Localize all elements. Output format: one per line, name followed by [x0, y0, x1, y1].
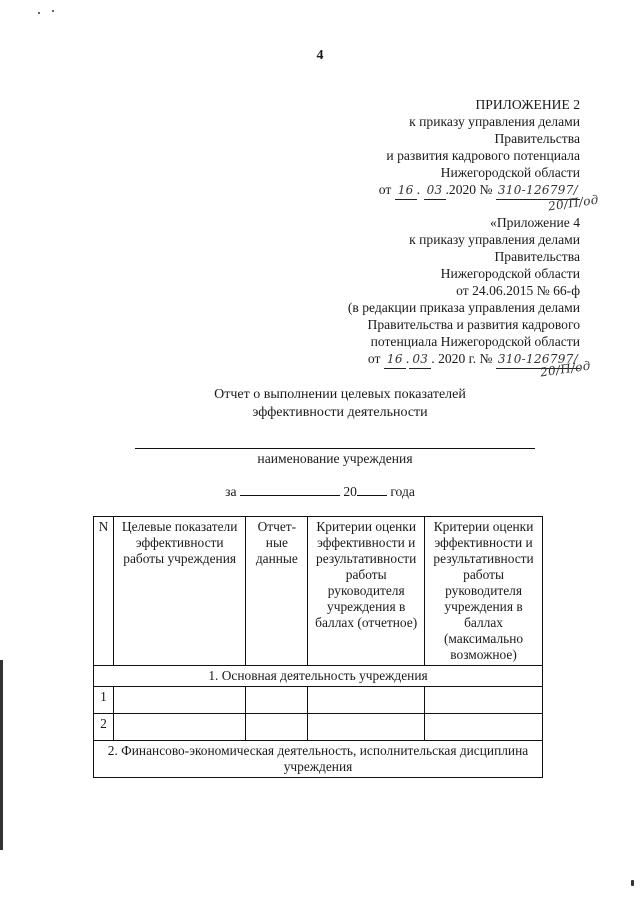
handwritten-number: 310-126797/ — [496, 351, 580, 369]
report-table — [93, 516, 543, 778]
appendix-line: Нижегородской области — [440, 165, 580, 180]
table-section-row — [94, 666, 543, 687]
row-number: 2 — [94, 714, 114, 741]
appendix-line: Правительства — [494, 131, 580, 146]
col-header-number: N — [94, 517, 114, 666]
handwritten-number-continuation: 20/П/од — [547, 192, 600, 214]
handwritten-number-continuation: 20/П/од — [539, 358, 592, 380]
handwritten-day: 16 — [384, 351, 406, 369]
quoted-appendix-line: от 24.06.2015 № 66-ф — [456, 283, 580, 298]
appendix-line: и развития кадрового потенциала — [386, 148, 580, 163]
table-cell — [425, 714, 543, 741]
table-row — [94, 687, 543, 714]
table-cell — [425, 687, 543, 714]
table-cell — [113, 687, 246, 714]
report-period: за 20 года — [225, 484, 415, 499]
quoted-appendix — [348, 214, 580, 369]
col-header-reported: Отчет-ные данные — [246, 517, 308, 666]
org-name-caption: наименование учреждения — [257, 451, 413, 466]
year-blank — [357, 483, 387, 496]
table-header-row — [94, 517, 543, 666]
quoted-appendix-line: Правительства и развития кадрового — [367, 317, 580, 332]
appendix-header — [379, 96, 580, 200]
table-cell — [308, 714, 425, 741]
scan-edge-shadow — [0, 660, 3, 850]
appendix-title: ПРИЛОЖЕНИЕ 2 — [475, 97, 580, 112]
quoted-appendix-line: (в редакции приказа управления делами — [347, 300, 580, 315]
quoted-appendix-date-line: от 16 . 03 . 2020 г. № 310-126797/ — [348, 350, 580, 369]
quoted-appendix-title: «Приложение 4 — [490, 215, 580, 230]
table-cell — [308, 687, 425, 714]
period-blank — [240, 483, 340, 496]
table-cell — [246, 687, 308, 714]
col-header-criteria-reported: Критерии оценки эффективности и результативности работы руководителя учреждения в баллах (отчетное) — [308, 517, 425, 666]
table-cell — [246, 714, 308, 741]
scan-speck — [52, 10, 54, 12]
scan-speck — [38, 12, 40, 14]
section-main-activity: 1. Основная деятельность учреждения — [94, 666, 543, 687]
table-row — [94, 714, 543, 741]
quoted-appendix-line: к приказу управления делами — [409, 232, 580, 247]
quoted-appendix-line: Правительства — [494, 249, 580, 264]
appendix-line: к приказу управления делами — [409, 114, 580, 129]
quoted-appendix-line: потенциала Нижегородской области — [370, 334, 580, 349]
col-header-criteria-max: Критерии оценки эффективности и результативности работы руководителя учреждения в баллах (максимально возможное) — [425, 517, 543, 666]
col-header-indicators: Целевые показатели эффективности работы учреждения — [113, 517, 246, 666]
appendix-date-line: от 16 . 03 .2020 № 310-126797/ — [379, 181, 580, 200]
handwritten-number: 310-126797/ — [496, 182, 580, 200]
section-financial: 2. Финансово-экономическая деятельность, исполнительская дисциплина учреждения — [94, 741, 543, 778]
org-name-blank — [135, 448, 535, 449]
handwritten-month: 03 — [424, 182, 446, 200]
table-section-row — [94, 741, 543, 778]
table-cell — [113, 714, 246, 741]
scan-speck — [631, 880, 634, 886]
handwritten-month: 03 — [409, 351, 431, 369]
row-number: 1 — [94, 687, 114, 714]
handwritten-day: 16 — [395, 182, 417, 200]
report-title: Отчет о выполнении целевых показателей эффективности деятельности — [214, 387, 466, 420]
quoted-appendix-line: Нижегородской области — [440, 266, 580, 281]
page-number: 4 — [316, 48, 324, 63]
